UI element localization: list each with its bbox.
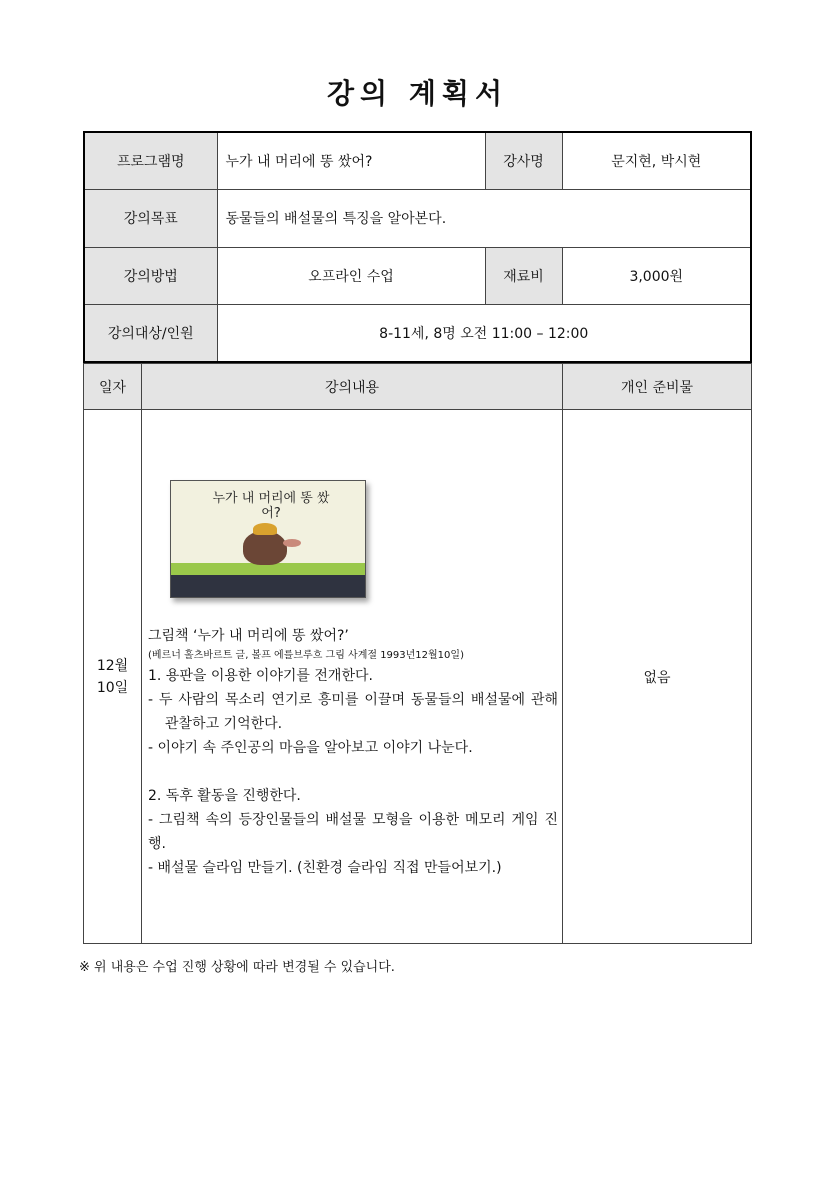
date-day: 10일 bbox=[96, 679, 129, 696]
program-row bbox=[84, 132, 751, 190]
plan-header-row bbox=[84, 364, 752, 410]
target-value: 8-11세, 8명 오전 11:00 – 12:00 bbox=[217, 305, 751, 363]
book-line: 그림책 ‘누가 내 머리에 똥 쌌어?’ bbox=[148, 628, 349, 644]
instructor-label: 강사명 bbox=[485, 132, 562, 190]
info-table bbox=[83, 131, 752, 363]
mole-nose bbox=[283, 539, 301, 547]
footnote: ※ 위 내용은 수업 진행 상황에 따라 변경될 수 있습니다. bbox=[79, 960, 395, 975]
program-label: 프로그램명 bbox=[84, 132, 217, 190]
step2: 2. 독후 활동을 진행한다. bbox=[148, 788, 301, 804]
fee-value: 3,000원 bbox=[562, 247, 751, 305]
book-cover-title: 누가 내 머리에 똥 쌌어? bbox=[212, 491, 330, 521]
step1-detail-a: - 두 사람의 목소리 연기로 흥미를 이끌며 동물들의 배설물에 관해 관찰하고 기억한다. bbox=[148, 692, 558, 732]
date-month: 12월 bbox=[96, 657, 129, 674]
col-prep-header: 개인 준비물 bbox=[563, 364, 752, 410]
mole-hat bbox=[253, 523, 277, 535]
page-title: 강의 계획서 bbox=[327, 77, 508, 110]
step2-detail-a: - 그림책 속의 등장인물들의 배설물 모형을 이용한 메모리 게임 진행. bbox=[148, 812, 558, 852]
step2-detail-b: - 배설물 슬라임 만들기. (친환경 슬라임 직접 만들어보기.) bbox=[148, 860, 502, 876]
content-cell bbox=[142, 410, 563, 944]
plan-table bbox=[83, 363, 752, 944]
method-row bbox=[84, 247, 751, 305]
target-label: 강의대상/인원 bbox=[84, 305, 217, 363]
instructor-value: 문지현, 박시현 bbox=[562, 132, 751, 190]
program-value: 누가 내 머리에 똥 쌌어? bbox=[217, 132, 485, 190]
fee-label: 재료비 bbox=[485, 247, 562, 305]
method-label: 강의방법 bbox=[84, 247, 217, 305]
col-content-header: 강의내용 bbox=[142, 364, 563, 410]
goal-value: 동물들의 배설물의 특징을 알아본다. bbox=[217, 190, 751, 248]
book-cover-image bbox=[170, 480, 366, 598]
book-cover-band bbox=[171, 575, 365, 597]
target-row bbox=[84, 305, 751, 363]
session-date bbox=[84, 410, 142, 944]
method-value: 오프라인 수업 bbox=[217, 247, 485, 305]
content-text bbox=[148, 624, 558, 880]
plan-body-row bbox=[84, 410, 752, 944]
prep-value: 없음 bbox=[563, 410, 752, 944]
step1: 1. 용판을 이용한 이야기를 전개한다. bbox=[148, 668, 373, 684]
goal-row bbox=[84, 190, 751, 248]
book-credit: (베르너 홀츠바르트 글, 볼프 에를브루흐 그림 사계절 1993년12월10일) bbox=[148, 650, 464, 661]
col-date-header: 일자 bbox=[84, 364, 142, 410]
mole-illustration bbox=[243, 531, 287, 565]
goal-label: 강의목표 bbox=[84, 190, 217, 248]
step1-detail-b: - 이야기 속 주인공의 마음을 알아보고 이야기 나눈다. bbox=[148, 740, 473, 756]
